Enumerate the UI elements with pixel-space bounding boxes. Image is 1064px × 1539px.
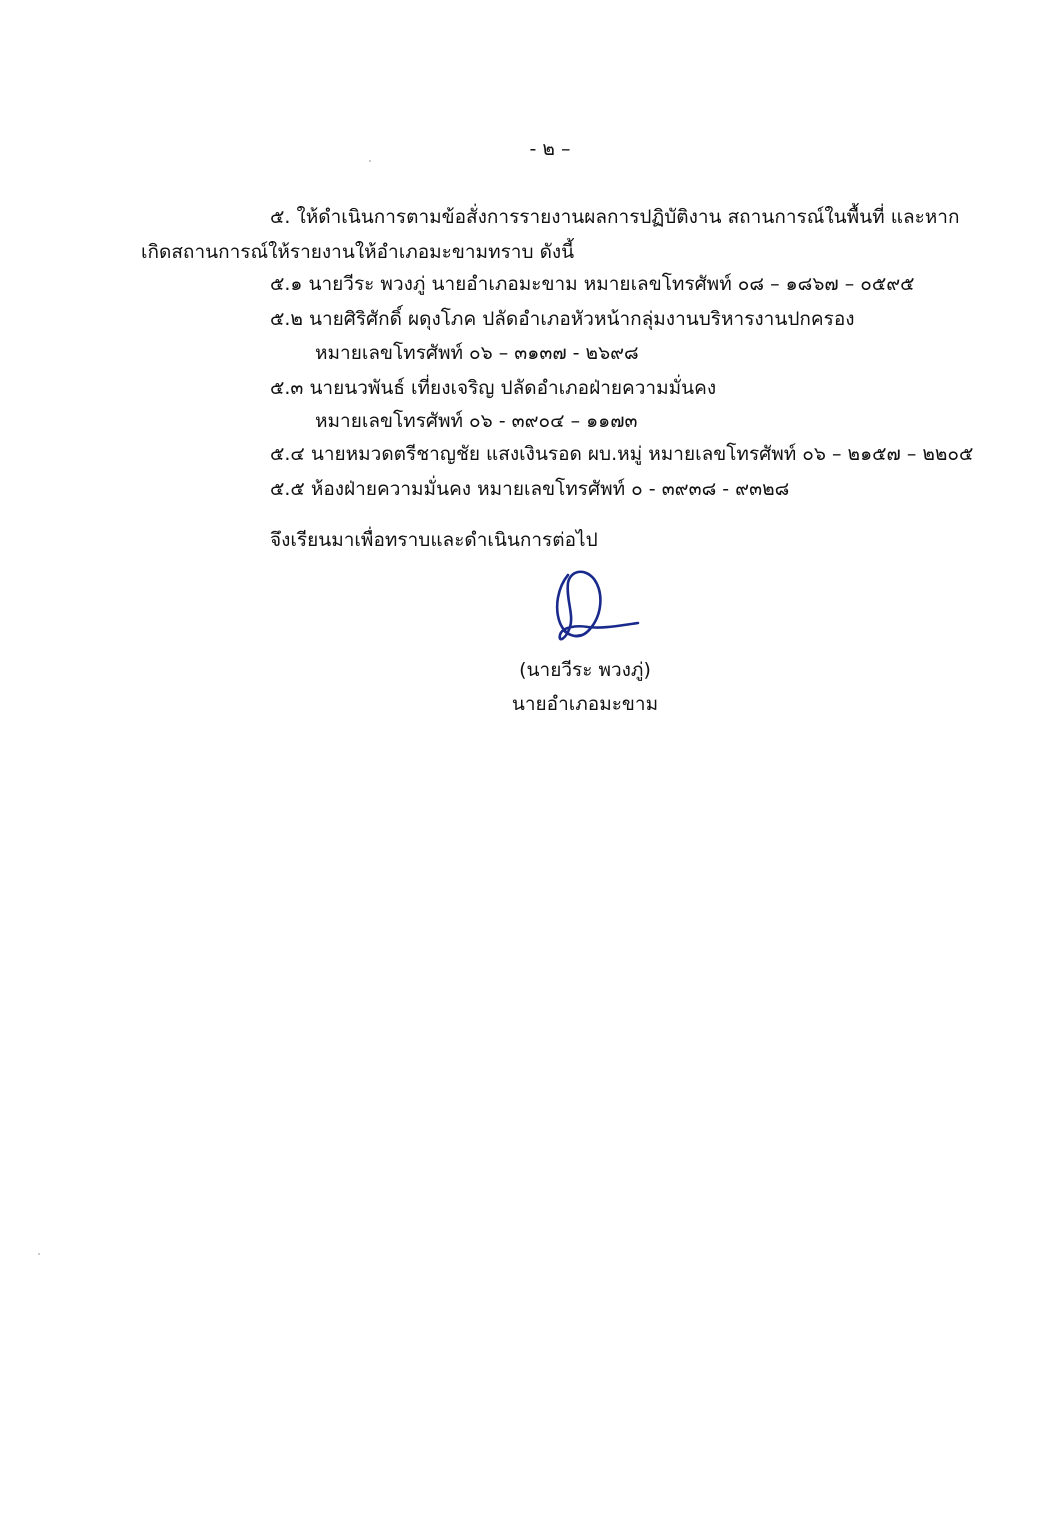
contact-item-5-2: ๕.๒ นายศิริศักดิ์ ผดุงโภค ปลัดอำเภอหัวหน้ากลุ่มงานบริหารงานปกครอง: [270, 308, 855, 330]
signer-name: (นายวีระ พวงภู่): [519, 659, 651, 681]
page-number: - ๒ –: [529, 138, 571, 160]
signer-title: นายอำเภอมะขาม: [511, 693, 659, 715]
handwritten-signature: [540, 565, 650, 660]
contact-item-5-3: ๕.๓ นายนวพันธ์ เที่ยงเจริญ ปลัดอำเภอฝ่ายความมั่นคง: [270, 377, 717, 399]
scan-speck: [38, 1253, 40, 1255]
contact-item-5-3-phone: หมายเลขโทรศัพท์ ๐๖ - ๓๙๐๔ – ๑๑๗๓: [315, 410, 638, 432]
contact-item-5-2-phone: หมายเลขโทรศัพท์ ๐๖ – ๓๑๓๗ - ๒๖๙๘: [315, 342, 639, 364]
scan-speck: [369, 160, 371, 162]
contact-item-5-4: ๕.๔ นายหมวดตรีชาญชัย แสงเงินรอด ผบ.หมู่ หมายเลขโทรศัพท์ ๐๖ – ๒๑๕๗ – ๒๒๐๕: [270, 443, 974, 465]
contact-item-5-1: ๕.๑ นายวีระ พวงภู่ นายอำเภอมะขาม หมายเลขโทรศัพท์ ๐๘ – ๑๘๖๗ – ๐๕๙๕: [270, 273, 915, 295]
closing-sentence: จึงเรียนมาเพื่อทราบและดำเนินการต่อไป: [270, 529, 598, 551]
contact-item-5-5: ๕.๕ ห้องฝ่ายความมั่นคง หมายเลขโทรศัพท์ ๐ - ๓๙๓๘ - ๙๓๒๘: [270, 478, 790, 500]
paragraph-line-2: เกิดสถานการณ์ให้รายงานให้อำเภอมะขามทราบ ดังนี้: [141, 241, 575, 263]
paragraph-line-1: ๕. ให้ดำเนินการตามข้อสั่งการรายงานผลการปฏิบัติงาน สถานการณ์ในพื้นที่ และหาก: [270, 206, 960, 228]
